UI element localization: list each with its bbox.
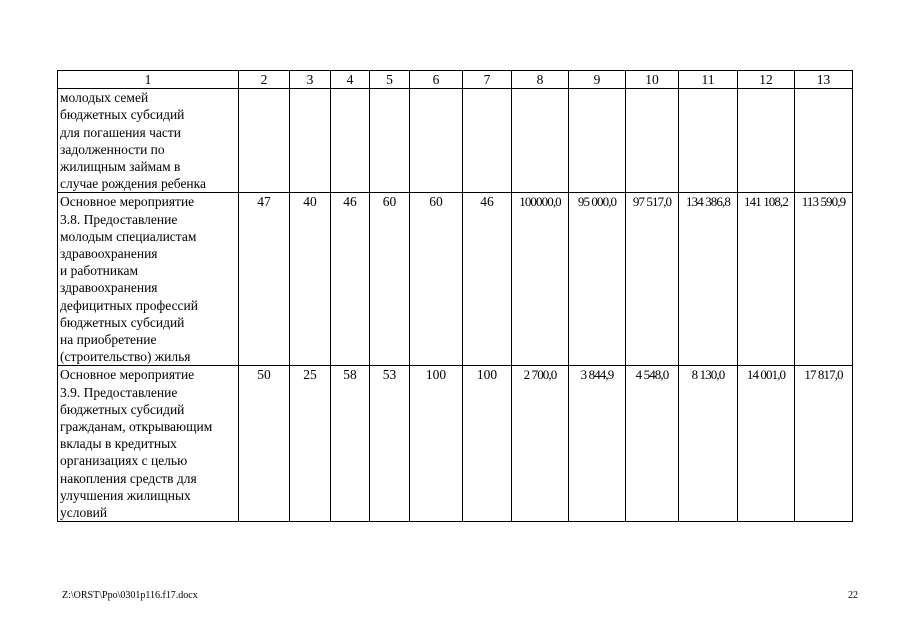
header-cell: 4 xyxy=(331,71,370,89)
header-cell: 9 xyxy=(569,71,626,89)
table-cell: 46 xyxy=(463,193,512,366)
table-cell: 46 xyxy=(331,193,370,366)
table-cell: 4 548,0 xyxy=(626,366,679,522)
table-cell xyxy=(331,89,370,193)
table-row xyxy=(58,193,853,366)
table-cell: 3 844,9 xyxy=(569,366,626,522)
table-cell: 14 001,0 xyxy=(738,366,795,522)
table-cell xyxy=(795,89,853,193)
table-cell: 134 386,8 xyxy=(679,193,738,366)
table-cell xyxy=(626,89,679,193)
row-description: Основное мероприятие 3.9. Предоставление бюджетных субсидий гражданам, открывающим вклады в кредитных организациях с целью накопления средств для улучшения жилищных условий xyxy=(58,366,239,522)
table-cell: 60 xyxy=(370,193,410,366)
header-cell: 8 xyxy=(512,71,569,89)
table-cell: 53 xyxy=(370,366,410,522)
header-cell: 1 xyxy=(58,71,239,89)
table-cell: 25 xyxy=(290,366,331,522)
table-cell: 141 108,2 xyxy=(738,193,795,366)
data-table xyxy=(57,70,853,522)
table-cell: 97 517,0 xyxy=(626,193,679,366)
table-cell: 60 xyxy=(410,193,463,366)
table-cell xyxy=(290,89,331,193)
table-cell: 95 000,0 xyxy=(569,193,626,366)
table-cell xyxy=(239,89,290,193)
header-cell: 7 xyxy=(463,71,512,89)
header-cell: 12 xyxy=(738,71,795,89)
table-cell: 100000,0 xyxy=(512,193,569,366)
header-cell: 6 xyxy=(410,71,463,89)
table-row xyxy=(58,366,853,522)
header-cell: 10 xyxy=(626,71,679,89)
table-cell xyxy=(370,89,410,193)
table-cell: 100 xyxy=(410,366,463,522)
table-cell xyxy=(569,89,626,193)
row-description: молодых семей бюджетных субсидий для погашения части задолженности по жилищным займам в случае рождения ребенка xyxy=(58,89,239,193)
table-cell: 40 xyxy=(290,193,331,366)
table-row xyxy=(58,89,853,193)
header-cell: 2 xyxy=(239,71,290,89)
table-cell: 47 xyxy=(239,193,290,366)
header-cell: 13 xyxy=(795,71,853,89)
header-cell: 5 xyxy=(370,71,410,89)
table-cell: 8 130,0 xyxy=(679,366,738,522)
row-description: Основное мероприятие 3.8. Предоставление молодым специалистам здравоохранения и работникам здравоохранения дефицитных профессий бюджетных субсидий на приобретение (строительство) жилья xyxy=(58,193,239,366)
table-cell xyxy=(738,89,795,193)
header-cell: 3 xyxy=(290,71,331,89)
table-cell: 50 xyxy=(239,366,290,522)
header-row xyxy=(58,71,853,89)
table-cell: 58 xyxy=(331,366,370,522)
table-cell: 2 700,0 xyxy=(512,366,569,522)
table-cell: 100 xyxy=(463,366,512,522)
table-cell xyxy=(679,89,738,193)
table-cell: 113 590,9 xyxy=(795,193,853,366)
header-cell: 11 xyxy=(679,71,738,89)
page-number: 22 xyxy=(848,590,858,601)
table-cell: 17 817,0 xyxy=(795,366,853,522)
table-cell xyxy=(512,89,569,193)
table-cell xyxy=(463,89,512,193)
footer-file-path: Z:\ORST\Ppo\0301p116.f17.docx xyxy=(62,590,198,601)
table-cell xyxy=(410,89,463,193)
